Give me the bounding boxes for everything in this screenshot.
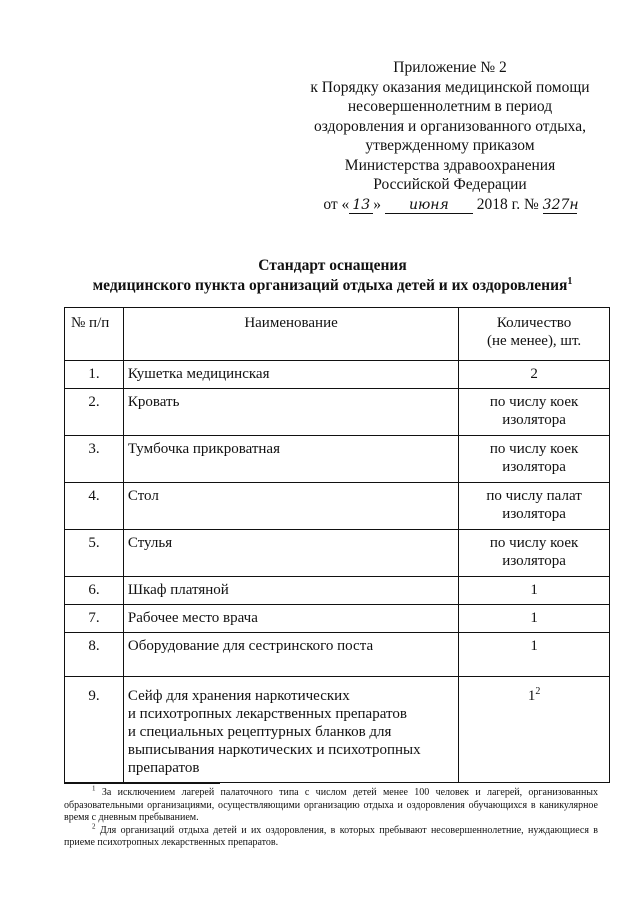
row-name: Стулья [123,530,458,577]
row-number: 7. [65,605,124,633]
row-name: Рабочее место врача [123,605,458,633]
footnote-1-text: За исключением лагерей палаточного типа с числом детей менее 100 человек и лагерей, организованных образовательными организациями, осуществляющими организацию отдыха и оздоровления обучающихся в каникулярное время с дневным пребыванием. [64,787,599,824]
row-quantity-line1: по числу коек [489,441,579,457]
row-quantity [459,530,610,577]
row-name-line: препаратов [127,760,200,776]
row-quantity-line1: 2 [530,366,538,382]
appendix-line: Приложение № 2 [393,59,507,76]
row-quantity-line1: 1 [530,638,538,654]
table-row [65,677,610,783]
table-row [65,389,610,436]
table-header-row [65,308,610,361]
table-row [65,577,610,605]
footnote-separator [64,783,220,784]
table-row [65,436,610,483]
order-date-number [300,195,600,215]
table-row [65,633,610,677]
footnote-2-mark: 2 [92,822,96,831]
appendix-line: Министерства здравоохранения [344,156,556,174]
row-name-line: выписывания наркотических и психотропных [127,742,421,758]
row-quantity-line1: по числу коек [489,535,579,551]
row-number: 9. [65,677,124,783]
row-name: Оборудование для сестринского поста [123,633,458,677]
order-year: 2018 г. № [476,195,539,213]
table-row [65,605,610,633]
row-quantity-line2: изолятора [502,459,566,475]
row-name: Кровать [123,389,458,436]
header-name: Наименование [123,308,458,361]
row-name: Кушетка медицинская [123,361,458,389]
appendix-line: утвержденному приказом [365,137,535,154]
row-quantity-line1: по числу палат [486,488,582,504]
row-quantity [459,483,610,530]
row-number: 4. [65,483,124,530]
row-name-line: и психотропных лекарственных препаратов [127,706,407,722]
row-quantity-line1: по числу коек [489,394,579,410]
row-quantity [459,361,610,389]
footnote-2 [64,822,598,850]
header-quantity-line1: Количество [496,315,572,331]
footnote-2-text: Для организаций отдыха детей и их оздоровления, в которых пребывают несовершеннолетние, нуждающиеся в приеме психотропных лекарственных препаратов. [64,824,598,849]
order-month-handwritten: июня [385,198,473,214]
table-row [65,361,610,389]
table-row [65,483,610,530]
row-quantity-line2: изолятора [502,553,566,569]
row-quantity-line1: 1 [530,582,538,598]
row-quantity-value: 1 [527,688,536,704]
document-title [40,256,625,295]
row-name [123,677,458,783]
row-quantity [459,605,610,633]
header-quantity [459,308,610,361]
order-day-handwritten: 13 [349,198,373,214]
row-name-line: и специальных рецептурных бланков для [127,724,392,740]
row-number: 8. [65,633,124,677]
row-number: 5. [65,530,124,577]
row-quantity [459,436,610,483]
row-number: 1. [65,361,124,389]
footnote-1-mark: 1 [92,784,96,793]
row-number: 6. [65,577,124,605]
appendix-line: Российской Федерации [373,176,527,193]
appendix-line: к Порядку оказания медицинской помощи [310,78,590,96]
appendix-line: оздоровления и организованного отдыха, [314,117,586,135]
row-quantity [459,389,610,436]
title-line-1: Стандарт оснащения [258,257,407,274]
order-date-mid: » [373,195,382,213]
row-quantity-line1: 1 [530,610,538,626]
header-quantity-line2: (не менее), шт. [487,333,582,349]
order-date-prefix: от « [323,195,350,213]
header-number: № п/п [65,308,124,361]
title-line-2: медицинского пункта организаций отдыха детей и их оздоровления [92,276,568,294]
order-number-handwritten: 327н [542,196,579,213]
appendix-line: несовершеннолетним в период [347,98,553,115]
row-quantity-line2: изолятора [502,506,566,522]
row-quantity [459,633,610,677]
row-quantity [459,577,610,605]
row-quantity-line2: изолятора [502,412,566,428]
title-footnote-mark: 1 [567,275,573,287]
row-quantity-footnote-mark: 2 [535,686,541,697]
footnote-1 [64,784,599,825]
row-number: 2. [65,389,124,436]
row-number: 3. [65,436,124,483]
row-name: Стол [123,483,458,530]
appendix-header [300,58,600,214]
row-name: Шкаф платяной [123,577,458,605]
row-quantity [459,677,610,783]
row-name: Тумбочка прикроватная [123,436,458,483]
equipment-table [64,307,610,783]
row-name-line: Сейф для хранения наркотических [127,688,350,704]
table-row [65,530,610,577]
footnotes [64,784,599,850]
